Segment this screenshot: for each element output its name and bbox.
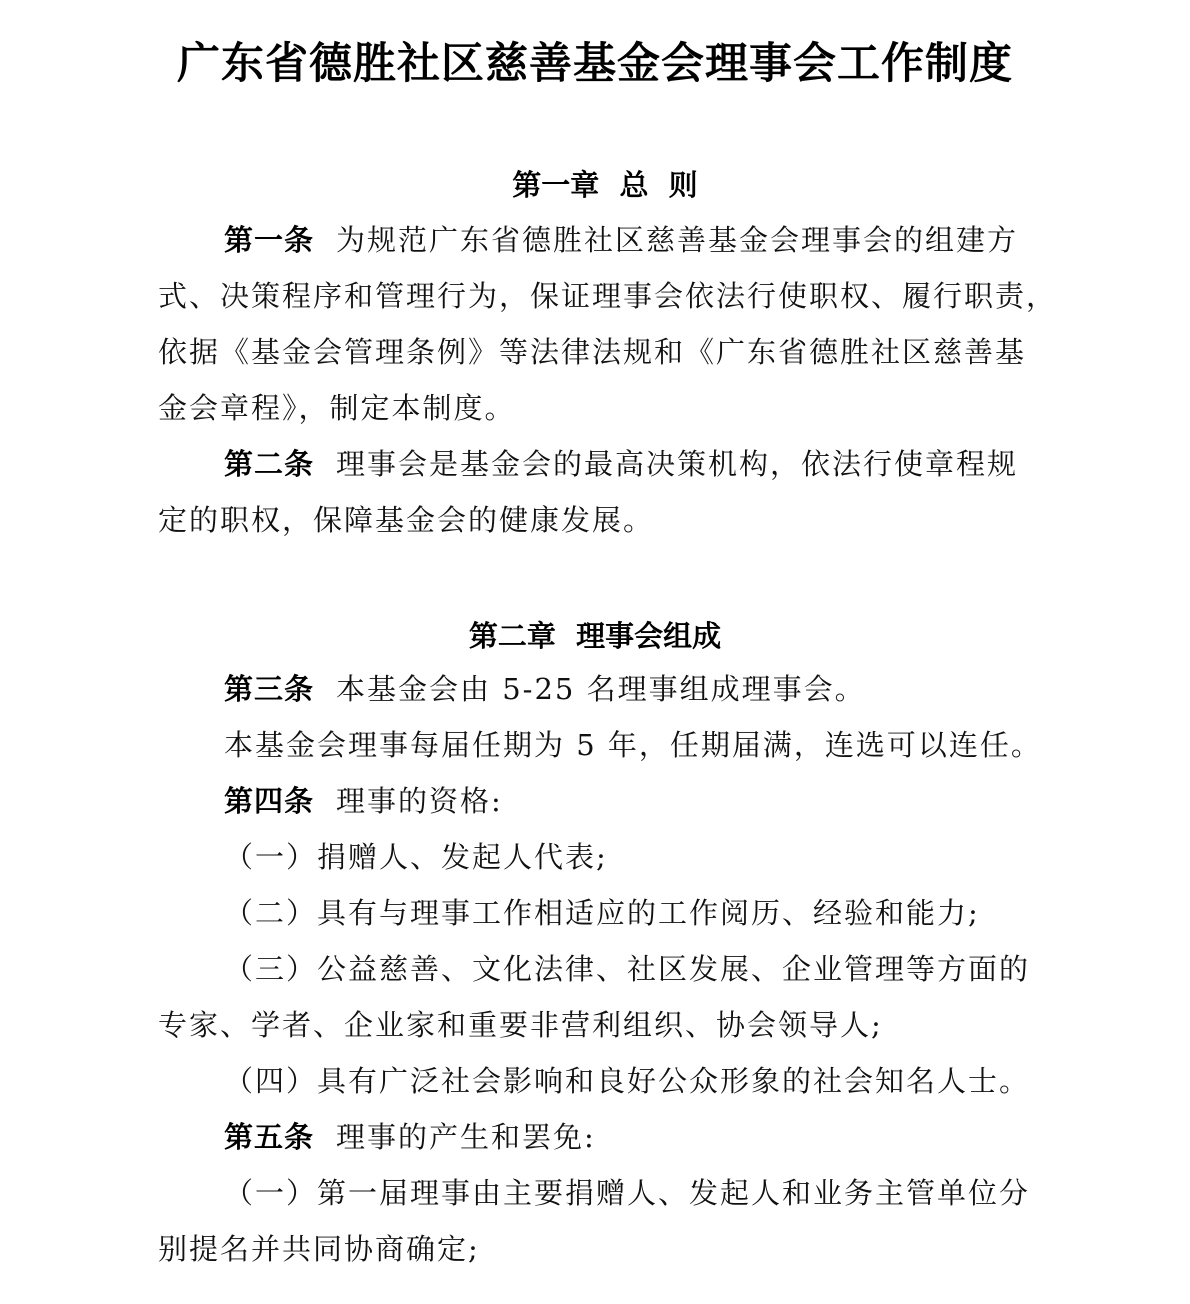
article-4-text-1: 理事的资格: <box>336 784 503 818</box>
article-2-line-1 <box>224 444 1124 484</box>
article-3-label: 第三条 <box>224 672 315 706</box>
article-4-item-3-line-2: 专家、学者、企业家和重要非营利组织、协会领导人; <box>158 1008 883 1042</box>
article-2-label: 第二条 <box>224 447 315 481</box>
article-5-text-1: 理事的产生和罢免: <box>336 1120 596 1154</box>
article-5-item-1-line-2: 别提名并共同协商确定; <box>158 1232 480 1266</box>
article-4-line-1 <box>224 781 1124 821</box>
article-4-item-3-line-1: （三）公益慈善、文化法律、社区发展、企业管理等方面的 <box>224 952 1031 986</box>
chapter-1-heading: 第一章 总 则 <box>512 168 698 202</box>
article-1-line-2: 式、决策程序和管理行为，保证理事会依法行使职权、履行职责， <box>158 279 1058 313</box>
article-4-item-2: （二）具有与理事工作相适应的工作阅历、经验和能力; <box>224 896 980 930</box>
article-5-label: 第五条 <box>224 1120 315 1154</box>
article-2-line-2: 定的职权，保障基金会的健康发展。 <box>158 503 655 537</box>
document-title: 广东省德胜社区慈善基金会理事会工作制度 <box>177 39 1013 89</box>
article-3-line-1 <box>224 669 1124 709</box>
chapter-2-heading: 第二章 理事会组成 <box>468 619 722 653</box>
article-4-item-1: （一）捐赠人、发起人代表; <box>224 840 608 874</box>
article-5-item-1-line-1: （一）第一届理事由主要捐赠人、发起人和业务主管单位分 <box>224 1176 1031 1210</box>
article-3-line-2: 本基金会理事每届任期为 5 年，任期届满，连选可以连任。 <box>224 728 1042 762</box>
article-1-line-4: 金会章程》，制定本制度。 <box>158 391 516 425</box>
article-3-text-1: 本基金会由 5-25 名理事组成理事会。 <box>336 672 866 706</box>
article-1-line-1 <box>224 220 1124 260</box>
article-2-text-1: 理事会是基金会的最高决策机构，依法行使章程规 <box>336 447 1019 481</box>
article-1-line-3: 依据《基金会管理条例》等法律法规和《广东省德胜社区慈善基 <box>158 335 1027 369</box>
article-4-label: 第四条 <box>224 784 315 818</box>
article-4-item-4: （四）具有广泛社会影响和良好公众形象的社会知名人士。 <box>224 1064 1031 1098</box>
article-5-line-1 <box>224 1117 1124 1157</box>
article-1-text-1: 为规范广东省德胜社区慈善基金会理事会的组建方 <box>336 223 1019 257</box>
article-1-label: 第一条 <box>224 223 315 257</box>
